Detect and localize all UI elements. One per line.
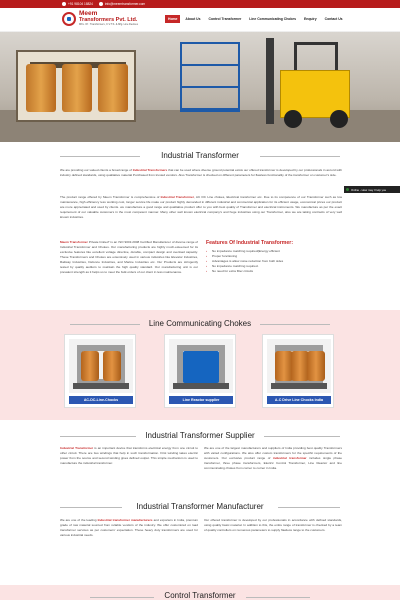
supplier-left-paragraph (60, 446, 198, 466)
nav-home[interactable]: Home (165, 15, 180, 23)
section-title-chokes: Line Communicating Chokes (148, 319, 252, 328)
transformer-coil (98, 64, 128, 112)
nav-line-communicating-chokes[interactable]: Line Communicating Chokes (249, 17, 297, 21)
mail-icon (99, 2, 103, 6)
supplier-left-body: is an important device that transforms electrical energy from one circuit to other circuit. There are two windings that help in such transformation. First winding takes electric power from the source and second winding gives defined output. This simple mechanism is used to manufacture the industrial transformer. (60, 446, 198, 465)
supplier-right-text-b: includes single phase transformer, three phase transformers, Electric Control Transformer, Line Reactor and line communicating chokes from corner to corner in India. (204, 456, 342, 470)
nav-about-us[interactable]: About Us (185, 17, 201, 21)
product-image (69, 339, 133, 393)
nav-enquiry[interactable]: Enquiry (304, 17, 317, 21)
phone-contact[interactable] (62, 2, 93, 6)
manufacturer-left-text-b: and exporters in India, premium grade of raw material sourced from reliable vendors of the industry. We offer customized on load transformer services as per customers' expectation. These heavy duty transformers are used for various industrial needs. (60, 518, 199, 537)
brand-name-line1: Meem (79, 10, 98, 17)
logo-text (79, 11, 138, 27)
email-contact[interactable] (99, 2, 145, 6)
choke-base (73, 383, 129, 389)
supplier-right-text-a: We are one of the largest manufacturers and suppliers of India providing best quality Transformers with varied configurations. We also offer custom transformers for the specific requirements of the customers. Our exclusive product range of (204, 446, 342, 460)
manufacturer-left-paragraph (60, 518, 198, 538)
features-heading: Features Of Industrial Transformer: (206, 240, 294, 246)
top-contact-bar (0, 0, 400, 8)
nav-control-transformer[interactable]: Control Transformer (208, 17, 242, 21)
range-paragraph (60, 195, 342, 220)
phone-number: +91 98104 18824 (68, 1, 93, 6)
choke-base (173, 383, 229, 389)
forklift-wheel (330, 110, 348, 128)
hero-banner-image (0, 32, 400, 142)
forklift-cabin (294, 42, 338, 72)
section-title-control-transformer: Control Transformer (164, 591, 236, 600)
brand-name-line2: Transformers Pvt. Ltd. (79, 16, 138, 23)
brand-logo[interactable] (62, 11, 138, 27)
hero-warehouse-rack (180, 42, 240, 112)
forklift-mast (266, 38, 274, 124)
site-header (0, 8, 400, 32)
main-nav (165, 15, 346, 23)
choke-coil (307, 351, 325, 381)
intro-link[interactable]: Industrial Transformers (132, 168, 168, 172)
section-title-manufacturer: Industrial Transformer Manufacturer (136, 502, 264, 511)
product-card-ac-dc-line-chocks[interactable] (64, 334, 136, 408)
phone-icon (62, 2, 66, 6)
supplier-left-lead: Industrial Transformer (60, 446, 94, 450)
chat-label: Online - How may I help you (351, 187, 387, 192)
product-caption: Line Reactor supplier (169, 396, 233, 404)
logo-emblem-icon (62, 12, 76, 26)
online-status-icon (346, 188, 349, 191)
company-paragraph (60, 240, 198, 275)
product-image (169, 339, 233, 393)
company-body: Private limited" is an ISO 9001:2008 Certified Manufacturer of diverse range of Industrial Transformer and Chokes. Our manufacturing products are highly much-esteemed for its exclusive features like excellent voltage directive, durable, compact design and overload capacity. These Transformers and Chokes are extensively used in various industries like Elevator Industries, Railway Industries, Defence Industries, and Marine Industries etc. Our Products are stringently tested by quality auditors to maintain the high quality standard. Our manufacturing unit is our prevalent strength as it helps us to meet the bulk orders of our client in less maintenance. (60, 240, 199, 274)
section-title-supplier: Industrial Transformer Supplier (145, 431, 255, 440)
company-lead: Meem Transformer (60, 240, 88, 244)
transformer-coil (62, 64, 92, 112)
hero-transformer-graphic (16, 50, 136, 122)
feature-item: › Advantages is allow noise reduction from both sides (206, 259, 346, 264)
features-list (206, 249, 346, 274)
manufacturer-left-text-a: We are one of the leading (60, 518, 98, 522)
intro-paragraph (60, 168, 342, 178)
choke-coil (103, 351, 121, 381)
intro-text-b: that can be used where diverse ground potential exists our offered transformer is developed by our professionals in accord with industry defined standards, using qualitative material Purchased from trusted vendors. Also Transformer is checked on different parameters for flawless functionality of the transformer on customer's side. (60, 168, 342, 177)
feature-item: › No impedance matching required(Energy efficient (206, 249, 346, 254)
nav-contact-us[interactable]: Contact Us (324, 17, 343, 21)
email-address: info@meemtransformer.com (104, 1, 146, 6)
forklift-wheel (284, 110, 302, 128)
choke-coil (81, 351, 99, 381)
section-title-industrial-transformer: Industrial Transformer (161, 151, 239, 160)
feature-item: › No impedance matching required. (206, 264, 346, 269)
product-caption: AC-DC-Line-Chocks (69, 396, 133, 404)
live-chat-button[interactable] (344, 186, 400, 193)
manufacturer-left-link[interactable]: Industrial transformer manufacturers (97, 518, 153, 522)
range-link[interactable]: Industrial Transformer (160, 195, 194, 199)
feature-item: › No need for extra filter circuits (206, 269, 346, 274)
intro-text-a: We are providing our valued clients a broad range of (60, 168, 133, 172)
choke-coil-blue (183, 351, 219, 383)
supplier-right-paragraph (204, 446, 342, 471)
product-card-ac-drive-line-chocks[interactable] (262, 334, 334, 408)
product-card-line-reactor[interactable] (164, 334, 236, 408)
hero-forklift-graphic (260, 38, 370, 130)
brand-tagline: Mfrs. Of : Transformers, C.V.T.S. & Mfg. Line Devices (79, 23, 138, 26)
manufacturer-right-paragraph: Our offered transformer is developed by our professionals in accordance with defined standards, using quality basic material. In addition to this, the entire range of transformer is checked by a team of quality controllers on numerous parameters to supply flawless range to the customers. (204, 518, 342, 532)
supplier-right-link[interactable]: industrial transformer (272, 456, 307, 460)
product-caption: A-C Drive Line Chocks India (267, 396, 331, 404)
choke-base (271, 383, 327, 389)
range-text-b: , AC DC Line chokes, Electrical transformer etc. Due to its competence of our Transformer such as low maintenance, high efficiency less working cost, longer service life make our product highly demanded in different industrial and commercial application for its efficient usage, economical prices our product are more appreciated and used by clients. we manufacture a good range and qualitative product offer to you with best quality of Transformer and electrical instruments. We manufacture as per the exact requirement of our valuable customers in the most competent manner. Many other well known electrical company's and huge industries using our Transformer, also we are taking contracts of very well known industries. (60, 195, 342, 219)
product-image (267, 339, 331, 393)
range-text-a: The product range offered by Meem Transformer is comprehensive of (60, 195, 161, 199)
transformer-coil (26, 64, 56, 112)
feature-item: › Proper functioning (206, 254, 346, 259)
